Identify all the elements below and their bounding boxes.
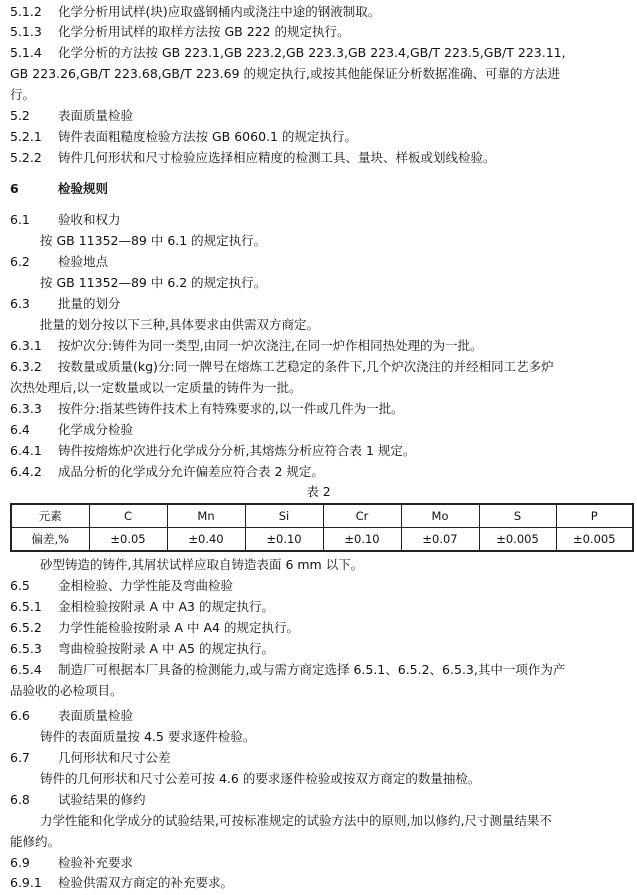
clause-number: 6.3.2 (10, 359, 42, 374)
clause-6-2 (10, 253, 108, 270)
paragraph-line (10, 682, 123, 699)
clause-number: 5.2 (10, 108, 30, 123)
table-cell: ±0.10 (245, 528, 323, 552)
clause-text: 批量的划分按以下三种,具体要求由供需双方商定。 (40, 317, 319, 332)
clause-5-1-2 (10, 3, 380, 20)
clause-6-4-2 (10, 463, 324, 480)
table-cell: P (556, 504, 633, 528)
clause-text: 成品分析的化学成分允许偏差应符合表 2 规定。 (58, 464, 324, 479)
clause-number: 6.5.4 (10, 662, 42, 677)
clause-6-1 (10, 211, 121, 228)
table-cell: 元素 (11, 504, 89, 528)
clause-number: 5.2.2 (10, 150, 42, 165)
table-cell: Cr (323, 504, 401, 528)
clause-text: 试验结果的修约 (58, 792, 146, 807)
clause-text: 化学分析用试样的取样方法按 GB 222 的规定执行。 (58, 24, 350, 39)
clause-number: 6.4.2 (10, 464, 42, 479)
clause-text: 铸件表面粗糙度检验方法按 GB 6060.1 的规定执行。 (58, 129, 357, 144)
clause-6-8 (10, 791, 146, 808)
clause-text: 按 GB 11352—89 中 6.2 的规定执行。 (40, 275, 267, 290)
clause-6-6 (10, 707, 133, 724)
paragraph-line (40, 316, 319, 333)
clause-text: 化学成分检验 (58, 422, 134, 437)
clause-6-5-3 (10, 640, 274, 657)
clause-6-7 (10, 749, 171, 766)
clause-6-5-2 (10, 619, 299, 636)
clause-text: 化学分析的方法按 GB 223.1,GB 223.2,GB 223.3,GB 223.4,GB/T 223.5,GB/T 223.11, (58, 45, 566, 60)
clause-number: 5.1.2 (10, 4, 42, 19)
clause-6-4 (10, 421, 133, 438)
clause-text: 力学性能检验按附录 A 中 A4 的规定执行。 (58, 620, 299, 635)
table-cell: ±0.05 (89, 528, 167, 552)
table-cell: ±0.40 (167, 528, 245, 552)
clause-text: 砂型铸造的铸件,其屑状试样应取自铸造表面 6 mm 以下。 (40, 557, 364, 572)
clause-text: 按炉次分:铸件为同一类型,由同一炉次浇注,在同一炉作相同热处理的为一批。 (58, 338, 483, 353)
clause-number: 5.1.3 (10, 24, 42, 39)
clause-text: 按 GB 11352—89 中 6.1 的规定执行。 (40, 233, 267, 248)
clause-text: 检验供需双方商定的补充要求。 (58, 875, 234, 890)
paragraph-line (40, 812, 552, 829)
table-header-row (11, 504, 633, 528)
clause-text: GB 223.26,GB/T 223.68,GB/T 223.69 的规定执行,或按其他能保证分析数据准确、可靠的方法进 (10, 66, 561, 81)
table-caption: 表 2 (306, 484, 331, 499)
table-cell: ±0.10 (323, 528, 401, 552)
clause-text: 行。 (10, 87, 36, 102)
clause-number: 6.5.1 (10, 599, 42, 614)
clause-text: 铸件按熔炼炉次进行化学成分分析,其熔炼分析应符合表 1 规定。 (58, 443, 416, 458)
clause-text: 能修约。 (10, 834, 61, 849)
clause-6-5 (10, 577, 233, 594)
clause-6-3-2 (10, 358, 554, 375)
clause-number: 6.8 (10, 792, 30, 807)
clause-6-5-4 (10, 661, 565, 678)
clause-text: 表面质量检验 (58, 108, 134, 123)
clause-6-3 (10, 295, 121, 312)
table-cell: S (479, 504, 556, 528)
clause-6-4-1 (10, 442, 415, 459)
paragraph-line (10, 379, 301, 396)
clause-text: 化学分析用试样(块)应取盛钢桶内或浇注中途的钢液制取。 (58, 4, 381, 19)
clause-number: 6.7 (10, 750, 30, 765)
table-2 (10, 503, 634, 552)
clause-6-9-1 (10, 874, 233, 891)
clause-text: 金相检验、力学性能及弯曲检验 (58, 578, 234, 593)
clause-6-9 (10, 854, 133, 871)
clause-text: 铸件几何形状和尺寸检验应选择相应精度的检测工具、量块、样板或划线检验。 (58, 150, 496, 165)
clause-number: 6.3 (10, 296, 30, 311)
clause-text: 按件分:指某些铸件技术上有特殊要求的,以一件或几件为一批。 (58, 401, 404, 416)
clause-text: 弯曲检验按附录 A 中 A5 的规定执行。 (58, 641, 274, 656)
clause-text: 表面质量检验 (58, 708, 134, 723)
clause-number: 6.6 (10, 708, 30, 723)
clause-6-5-1 (10, 598, 274, 615)
clause-text: 次热处理后,以一定数量或以一定质量的铸件为一批。 (10, 380, 302, 395)
table-cell: ±0.005 (479, 528, 556, 552)
paragraph-line (10, 86, 35, 103)
clause-text: 验收和权力 (58, 212, 121, 227)
clause-number: 5.2.1 (10, 129, 42, 144)
clause-text: 检验补充要求 (58, 855, 134, 870)
clause-number: 6.3.3 (10, 401, 42, 416)
paragraph-line (40, 556, 363, 573)
paragraph-line (40, 232, 266, 249)
clause-6-3-1 (10, 337, 483, 354)
clause-text: 铸件的表面质量按 4.5 要求逐件检验。 (40, 729, 256, 744)
clause-text: 检验规则 (58, 181, 109, 196)
table-cell: Si (245, 504, 323, 528)
clause-number: 6.5 (10, 578, 30, 593)
clause-6-3-3 (10, 400, 404, 417)
clause-text: 金相检验按附录 A 中 A3 的规定执行。 (58, 599, 274, 614)
clause-5-2-1 (10, 128, 357, 145)
paragraph-line (10, 65, 560, 82)
clause-number: 6.9.1 (10, 875, 42, 890)
paragraph-line (40, 274, 266, 291)
clause-text: 铸件的几何形状和尺寸公差可按 4.6 的要求逐件检验或按双方商定的数量抽检。 (40, 771, 481, 786)
clause-5-2-2 (10, 149, 496, 166)
paragraph-line (40, 728, 255, 745)
clause-number: 6.9 (10, 855, 30, 870)
clause-5-1-3 (10, 23, 350, 40)
clause-number: 6.4 (10, 422, 30, 437)
clause-number: 6 (10, 181, 19, 196)
paragraph-line (10, 833, 60, 850)
clause-text: 制造厂可根据本厂具备的检测能力,或与需方商定选择 6.5.1、6.5.2、6.5.3,其中一项作为产 (58, 662, 566, 677)
clause-number: 6.1 (10, 212, 30, 227)
clause-number: 6.3.1 (10, 338, 42, 353)
clause-text: 几何形状和尺寸公差 (58, 750, 171, 765)
table-cell: ±0.07 (401, 528, 479, 552)
table-row (11, 528, 633, 552)
clause-6 (10, 180, 108, 197)
clause-text: 检验地点 (58, 254, 109, 269)
clause-5-2 (10, 107, 133, 124)
paragraph-line (40, 770, 480, 787)
clause-number: 6.2 (10, 254, 30, 269)
clause-number: 5.1.4 (10, 45, 42, 60)
clause-text: 力学性能和化学成分的试验结果,可按标准规定的试验方法中的原则,加以修约,尺寸测量结果不 (40, 813, 552, 828)
clause-number: 6.4.1 (10, 443, 42, 458)
clause-text: 按数量或质量(kg)分:同一牌号在熔炼工艺稳定的条件下,几个炉次浇注的并经相同工艺多炉 (58, 359, 554, 374)
table-cell: Mn (167, 504, 245, 528)
clause-number: 6.5.2 (10, 620, 42, 635)
clause-number: 6.5.3 (10, 641, 42, 656)
table-cell: 偏差,% (11, 528, 89, 552)
table-cell: Mo (401, 504, 479, 528)
table-cell: C (89, 504, 167, 528)
clause-text: 批量的划分 (58, 296, 121, 311)
clause-5-1-4 (10, 44, 566, 61)
clause-text: 品验收的必检项目。 (10, 683, 123, 698)
table-cell: ±0.005 (556, 528, 633, 552)
